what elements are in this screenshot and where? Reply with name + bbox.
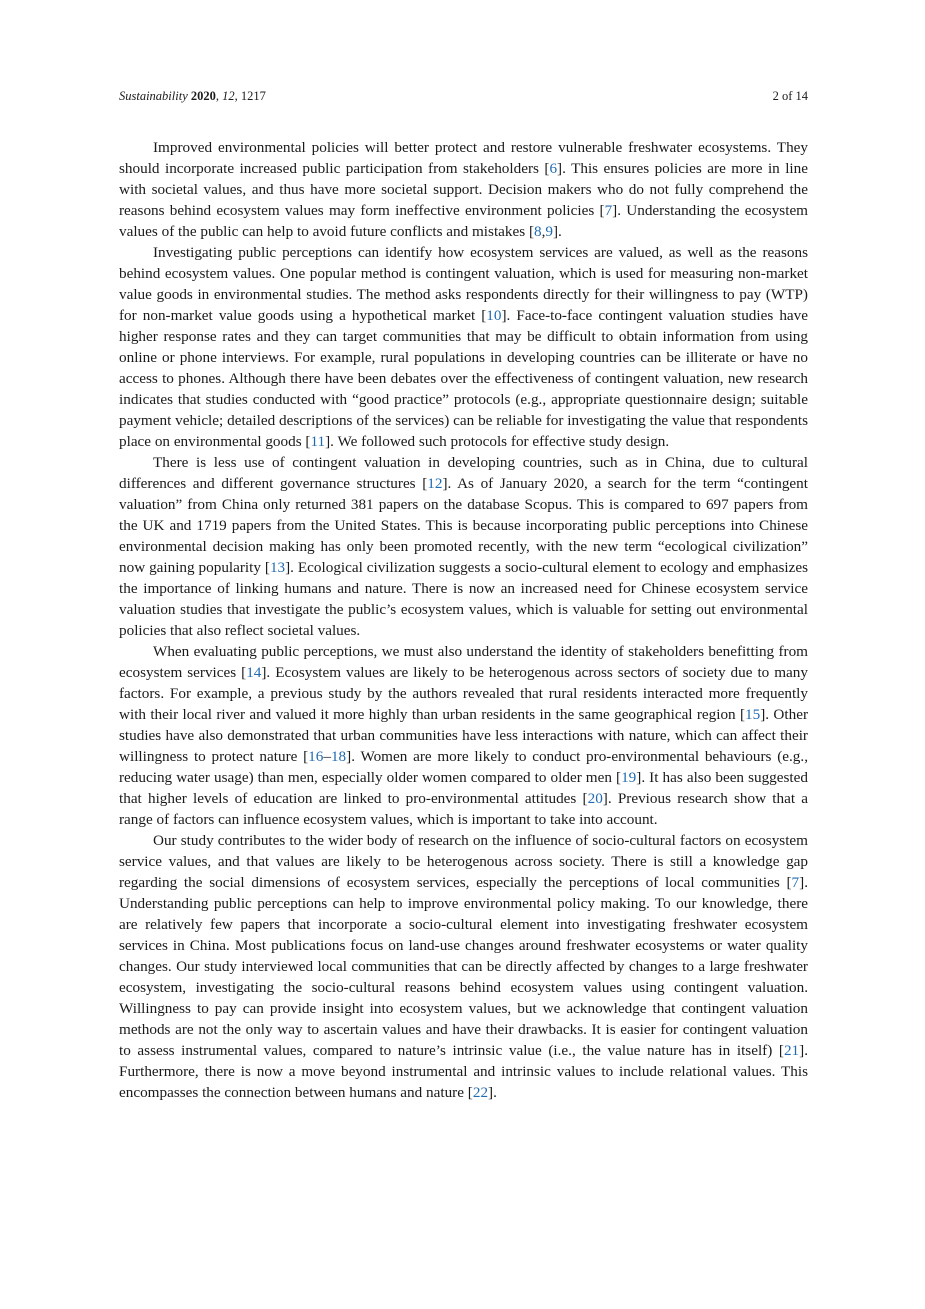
- citation-link[interactable]: 16: [308, 748, 324, 765]
- paragraph-text: There is less use of contingent valuation in developing countries, such as in China, due to cultural differences and different governance structures [: [119, 454, 808, 492]
- citation-link[interactable]: 22: [472, 1084, 489, 1101]
- paragraph-text: –: [323, 748, 331, 765]
- citation-link[interactable]: 12: [427, 475, 443, 492]
- paragraph-text: ].: [553, 223, 562, 240]
- paragraph-text: ]. This ensures policies are more in line with societal values, and thus have more societal support. Decision makers who do not fully comprehend the reasons behind ecosystem values may form ineffective environment policies [: [119, 160, 808, 219]
- paragraph: [119, 830, 808, 1103]
- citation-link[interactable]: 18: [330, 748, 347, 765]
- paragraph: [119, 452, 808, 641]
- paragraph-text: ]. Understanding public perceptions can help to improve environmental policy making. To our knowledge, there are relatively few papers that incorporate a socio-cultural element into investigating freshwater ecosystem services in China. Most publications focus on land-use changes around freshwater ecosystems or water quality changes. Our study interviewed local communities that can be directly affected by changes to a large freshwater ecosystem, investigating the socio-cultural reasons behind ecosystem values using contingent valuation. Willingness to pay can provide insight into ecosystem values, but we acknowledge that contingent valuation methods are not the only way to ascertain values and have their drawbacks. It is easier for contingent valuation to assess instrumental values, compared to nature’s intrinsic value (i.e., the value nature has in itself) [: [119, 874, 808, 1059]
- journal-name: Sustainability: [119, 89, 188, 103]
- paragraph-text: ]. It has also been suggested that higher levels of education are linked to pro-environmental attitudes [: [119, 769, 808, 807]
- paragraph-text: ]. As of January 2020, a search for the term “contingent valuation” from China only returned 381 papers on the database Scopus. This is compared to 697 papers from the UK and 1719 papers from the United States. This is because incorporating public perceptions into Chinese environmental decision making has only been promoted recently, with the new term “ecological civilization” now gaining popularity [: [119, 475, 808, 576]
- paragraph-text: Investigating public perceptions can identify how ecosystem services are valued, as well as the reasons behind ecosystem values. One popular method is contingent valuation, which is used for measuring non-market value goods in environmental studies. The method asks respondents directly for their willingness to pay (WTP) for non-market value goods using a hypothetical market [: [119, 244, 808, 324]
- citation-link[interactable]: 20: [587, 790, 603, 807]
- citation-link[interactable]: 19: [621, 769, 637, 786]
- citation-link[interactable]: 7: [791, 874, 800, 891]
- citation-link[interactable]: 8: [534, 223, 542, 240]
- paragraph-text: ]. Ecosystem values are likely to be heterogenous across sectors of society due to many factors. For example, a previous study by the authors revealed that rural residents interacted more frequently with their local river and valued it more highly than urban residents in the same geographical region [: [119, 664, 808, 723]
- paragraph-text: ]. Women are more likely to conduct pro-environmental behaviours (e.g., reducing water usage) than men, especially older women compared to older men [: [119, 748, 808, 786]
- paragraph: [119, 641, 808, 830]
- journal-volume: 12: [222, 89, 235, 103]
- paragraph-text: When evaluating public perceptions, we must also understand the identity of stakeholders benefitting from ecosystem services [: [119, 643, 808, 681]
- paragraph-text: ,: [541, 223, 546, 240]
- paragraph-text: ]. Other studies have also demonstrated that urban communities have less interactions with nature, which can affect their willingness to protect nature [: [119, 706, 808, 765]
- paragraph: [119, 242, 808, 452]
- journal-citation: Sustainability 2020, 12, 1217: [119, 89, 266, 103]
- paragraph-text: Our study contributes to the wider body of research on the influence of socio-cultural factors on ecosystem service values, and that values are likely to be heterogenous across society. There is still a knowledge gap regarding the social dimensions of ecosystem services, especially the perceptions of local communities [: [119, 832, 808, 891]
- paragraph-text: Improved environmental policies will better protect and restore vulnerable freshwater ecosystems. They should incorporate increased public participation from stakeholders [: [119, 139, 808, 177]
- body-text: [119, 137, 808, 1103]
- paragraph-text: ]. Previous research show that a range of factors can influence ecosystem values, which is important to take into account.: [119, 790, 808, 828]
- citation-link[interactable]: 11: [310, 433, 326, 450]
- running-header: [119, 87, 808, 105]
- citation-link[interactable]: 14: [246, 664, 262, 681]
- citation-link[interactable]: 15: [745, 706, 761, 723]
- paragraph: [119, 137, 808, 242]
- journal-year: 2020: [190, 89, 216, 103]
- citation-link[interactable]: 9: [545, 223, 553, 240]
- citation-link[interactable]: 6: [549, 160, 558, 177]
- paragraph-text: ]. Face-to-face contingent valuation studies have higher response rates and they can target communities that may be difficult to obtain information from using online or phone interviews. For example, rural populations in developing countries can be illiterate or have no access to phones. Although there have been debates over the effectiveness of contingent valuation, new research indicates that studies conducted with “good practice” protocols (e.g., appropriate questionnaire design; suitable payment vehicle; detailed descriptions of the services) can be reliable for investigating the value that respondents place on environmental goods [: [119, 307, 808, 450]
- article-number: 1217: [240, 89, 266, 103]
- paragraph-text: ]. Understanding the ecosystem values of the public can help to avoid future conflicts and mistakes [: [119, 202, 808, 240]
- paragraph-text: ].: [488, 1084, 497, 1101]
- citation-link[interactable]: 7: [604, 202, 613, 219]
- citation-link[interactable]: 10: [486, 307, 502, 324]
- paragraph-text: ]. We followed such protocols for effective study design.: [325, 433, 670, 450]
- paragraph-text: ]. Furthermore, there is now a move beyond instrumental and intrinsic values to include relational values. This encompasses the connection between humans and nature [: [119, 1042, 808, 1101]
- page-number: 2 of 14: [772, 89, 808, 103]
- paragraph-text: ]. Ecological civilization suggests a socio-cultural element to ecology and emphasizes the importance of linking humans and nature. There is now an increased need for Chinese ecosystem service valuation studies that investigate the public’s ecosystem values, which is valuable for setting out environmental policies that also reflect societal values.: [119, 559, 808, 639]
- citation-link[interactable]: 21: [783, 1042, 800, 1059]
- citation-link[interactable]: 13: [269, 559, 286, 576]
